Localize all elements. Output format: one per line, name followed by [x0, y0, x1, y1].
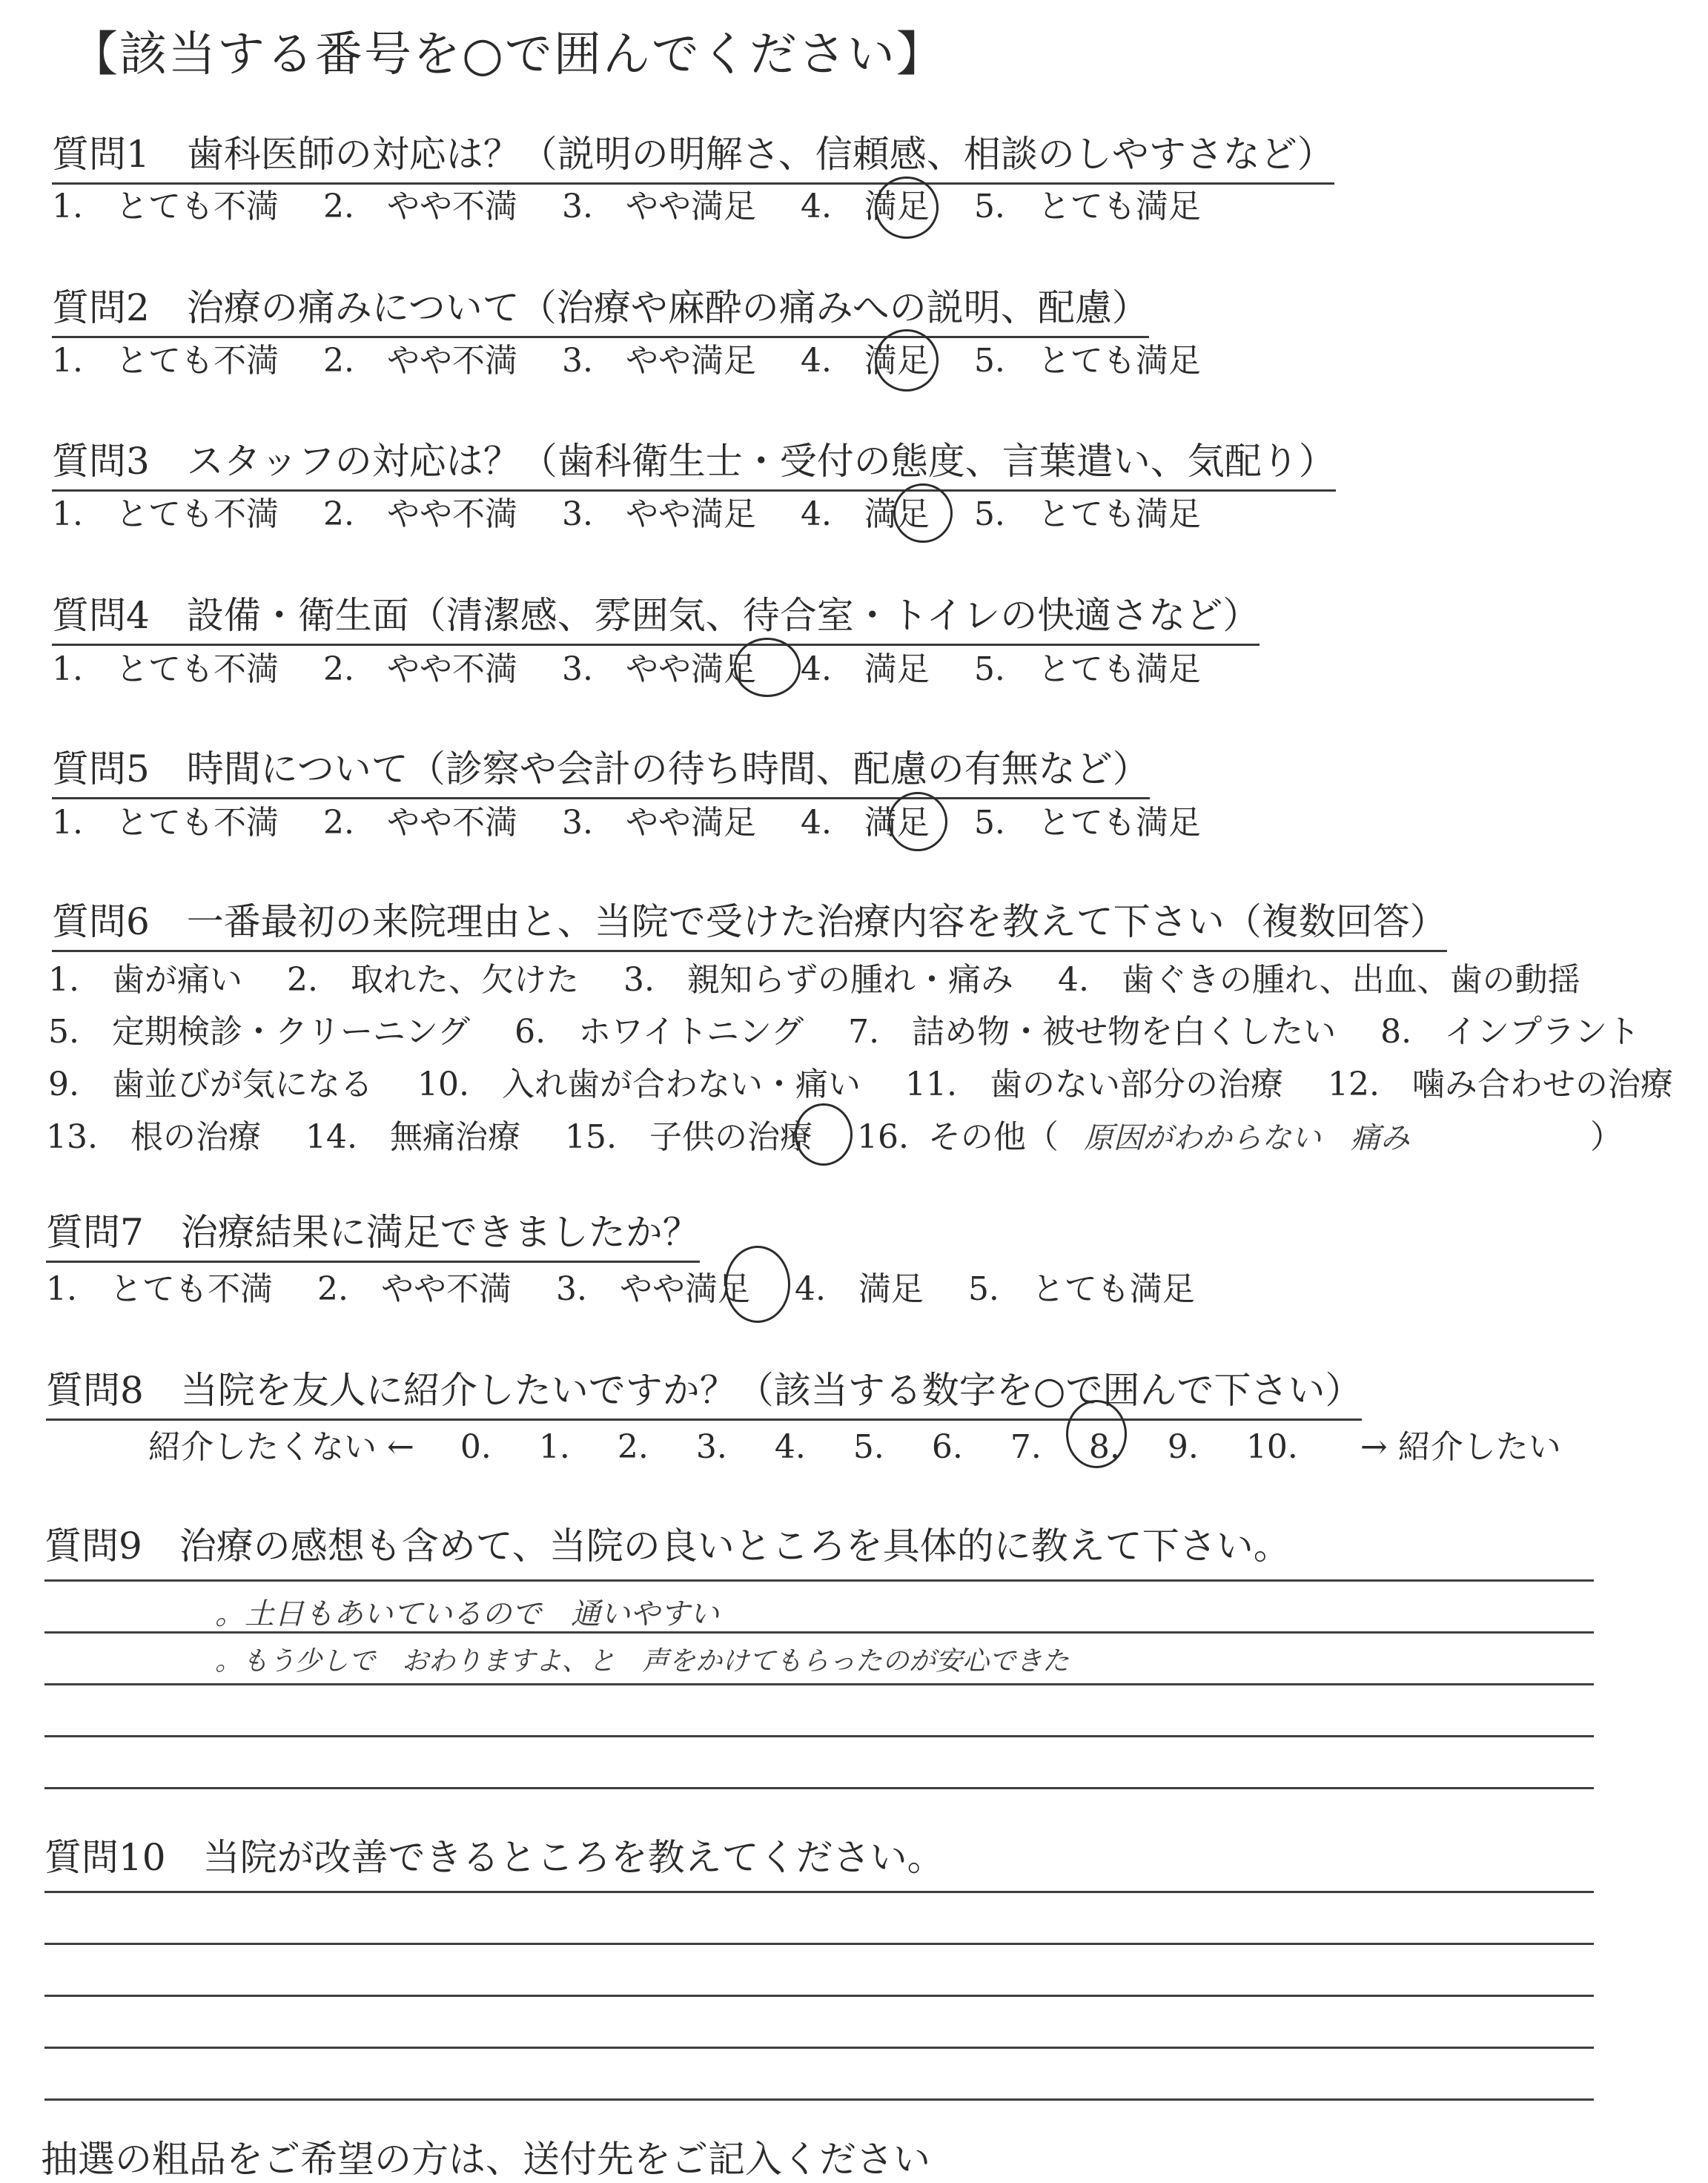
q10-answer-line-5 [44, 2098, 1594, 2101]
question-3-title: 質問3 スタッフの対応は？（歯科衛生士・受付の態度、言葉遣い、気配り） [52, 432, 1336, 492]
q3-option-2[interactable]: 2. やや不満 [322, 495, 517, 533]
q8-scale-6[interactable]: 6. [931, 1428, 963, 1466]
q4-option-1[interactable]: 1. とても不満 [52, 650, 279, 688]
q2-option-1[interactable]: 1. とても不満 [52, 342, 279, 380]
question-2-title: 質問2 治療の痛みについて（治療や麻酔の痛みへの説明、配慮） [52, 278, 1149, 338]
question-6-row-3 [48, 1057, 1707, 1105]
q2-option-4[interactable]: 4. 満足 [800, 342, 930, 380]
q8-scale-0[interactable]: 0. [460, 1428, 491, 1466]
q2-option-3[interactable]: 3. やや満足 [561, 342, 756, 380]
question-1-options [52, 179, 1235, 227]
q6-option-14[interactable]: 14. 無痛治療 [305, 1118, 520, 1156]
q1-option-4[interactable]: 4. 満足 [800, 188, 930, 225]
q6-option-16-selected[interactable]: 16. [856, 1118, 909, 1156]
q9-handwritten-answer-1[interactable]: 。土日もあいているので 通いやすい [215, 1597, 719, 1631]
q4-option-4-selected[interactable]: 4. 満足 [800, 650, 930, 688]
q1-option-2[interactable]: 2. やや不満 [322, 188, 517, 225]
q8-scale-7[interactable]: 7. [1010, 1428, 1042, 1466]
q6-option-1[interactable]: 1. 歯が痛い [48, 961, 242, 999]
q5-option-4[interactable]: 4. 満足 [800, 804, 930, 842]
q8-scale-10[interactable]: 10. [1245, 1428, 1298, 1466]
q3-option-4[interactable]: 4. 満足 [800, 495, 930, 533]
q8-scale-4[interactable]: 4. [774, 1428, 806, 1466]
question-7-title: 質問7 治療結果に満足できましたか？ [46, 1203, 700, 1263]
q6-option-9[interactable]: 9. 歯並びが気になる [48, 1066, 373, 1103]
question-10-title: 質問10 当院が改善できるところを教えてください。 [44, 1836, 944, 1879]
q5-option-1[interactable]: 1. とても不満 [52, 804, 279, 842]
q6-option-2[interactable]: 2. 取れた、欠けた [286, 961, 579, 999]
question-6-row-1 [48, 953, 1615, 1000]
question-5-title: 質問5 時間について（診察や会計の待ち時間、配慮の有無など） [52, 739, 1150, 799]
q7-option-3[interactable]: 3. やや満足 [555, 1270, 750, 1308]
q10-answer-line-1 [44, 1891, 1594, 1893]
question-2-options [52, 334, 1235, 381]
q4-option-2[interactable]: 2. やや不満 [322, 650, 517, 688]
q5-option-3[interactable]: 3. やや満足 [561, 804, 756, 842]
q6-option-7[interactable]: 7. 詰め物・被せ物を白くしたい [848, 1013, 1337, 1051]
q6-other-close-paren: ） [1590, 1118, 1623, 1156]
q6-option-4[interactable]: 4. 歯ぐきの腫れ、出血、歯の動揺 [1057, 961, 1580, 999]
question-6-row-2 [48, 1005, 1674, 1052]
q6-option-8[interactable]: 8. インプラント [1380, 1013, 1641, 1051]
question-3-options [52, 487, 1235, 535]
q6-option-3[interactable]: 3. 親知らずの腫れ・痛み [623, 961, 1013, 999]
q2-option-2[interactable]: 2. やや不満 [322, 342, 517, 380]
q7-option-2[interactable]: 2. やや不満 [317, 1270, 512, 1308]
question-1-title: 質問1 歯科医師の対応は？（説明の明解さ、信頼感、相談のしやすさなど） [52, 125, 1334, 185]
q3-option-5-selected[interactable]: 5. とても満足 [973, 495, 1201, 533]
q7-option-5[interactable]: 5. とても満足 [967, 1270, 1195, 1308]
question-6-title: 質問6 一番最初の来院理由と、当院で受けた治療内容を教えて下さい（複数回答） [52, 892, 1447, 952]
q8-scale-9-selected[interactable]: 9. [1167, 1428, 1199, 1466]
q7-option-4-selected[interactable]: 4. 満足 [794, 1270, 924, 1308]
q5-option-5-selected[interactable]: 5. とても満足 [973, 804, 1201, 842]
q6-other-handwritten-answer[interactable]: 原因がわからない 痛み [1083, 1121, 1410, 1155]
q3-option-1[interactable]: 1. とても不満 [52, 495, 279, 533]
question-5-options [52, 796, 1235, 843]
footer-instruction: 抽選の粗品をご希望の方は、送付先をご記入ください [41, 2138, 930, 2181]
question-4-title: 質問4 設備・衛生面（清潔感、雰囲気、待合室・トイレの快適さなど） [52, 586, 1260, 646]
q4-option-3[interactable]: 3. やや満足 [561, 650, 756, 688]
q1-option-3[interactable]: 3. やや満足 [561, 188, 756, 225]
q9-answer-line-1 [44, 1579, 1594, 1582]
q9-answer-line-5 [44, 1787, 1594, 1789]
q6-option-12[interactable]: 12. 噛み合わせの治療 [1327, 1066, 1673, 1103]
q6-option-11[interactable]: 11. 歯のない部分の治療 [904, 1066, 1283, 1103]
q6-option-5[interactable]: 5. 定期検診・クリーニング [48, 1013, 471, 1051]
q6-other-label: その他（ [927, 1118, 1059, 1156]
q3-option-3[interactable]: 3. やや満足 [561, 495, 756, 533]
q10-answer-line-2 [44, 1943, 1594, 1945]
page-title: 【該当する番号を○で囲んでください】 [70, 27, 945, 82]
q8-scale-5[interactable]: 5. [853, 1428, 884, 1466]
q9-answer-line-3 [44, 1683, 1594, 1685]
q6-option-13[interactable]: 13. 根の治療 [46, 1118, 261, 1156]
q2-option-5-selected[interactable]: 5. とても満足 [973, 342, 1201, 380]
q9-handwritten-answer-2[interactable]: 。もう少しで おわりますよ、と 声をかけてもらったのが安心できた [215, 1646, 1070, 1677]
q6-option-10[interactable]: 10. 入れ歯が合わない・痛い [417, 1066, 861, 1103]
q8-right-label: → 紹介したい [1360, 1428, 1561, 1466]
q1-option-1[interactable]: 1. とても不満 [52, 188, 279, 225]
q8-scale-2[interactable]: 2. [617, 1428, 649, 1466]
question-7-options [46, 1262, 1229, 1310]
q10-answer-line-4 [44, 2047, 1594, 2049]
q6-option-15[interactable]: 15. 子供の治療 [564, 1118, 812, 1156]
q5-option-2[interactable]: 2. やや不満 [322, 804, 517, 842]
q8-left-label: 紹介したくない ← [148, 1428, 414, 1466]
q10-answer-line-3 [44, 1995, 1594, 1997]
q8-scale-1[interactable]: 1. [538, 1428, 570, 1466]
q4-option-5[interactable]: 5. とても満足 [973, 650, 1201, 688]
q8-scale-3[interactable]: 3. [695, 1428, 727, 1466]
q8-scale-8[interactable]: 8. [1088, 1428, 1120, 1466]
question-8-scale [148, 1420, 1561, 1467]
question-9-title: 質問9 治療の感想も含めて、当院の良いところを具体的に教えて下さい。 [44, 1525, 1291, 1568]
question-8-title: 質問8 当院を友人に紹介したいですか？（該当する数字を○で囲んで下さい） [46, 1361, 1362, 1421]
q6-option-6[interactable]: 6. ホワイトニング [514, 1013, 804, 1051]
q1-option-5-selected[interactable]: 5. とても満足 [973, 188, 1201, 225]
q7-option-1[interactable]: 1. とても不満 [46, 1270, 273, 1308]
question-6-row-4 [46, 1110, 1410, 1157]
q9-answer-line-4 [44, 1735, 1594, 1737]
question-4-options [52, 642, 1235, 690]
